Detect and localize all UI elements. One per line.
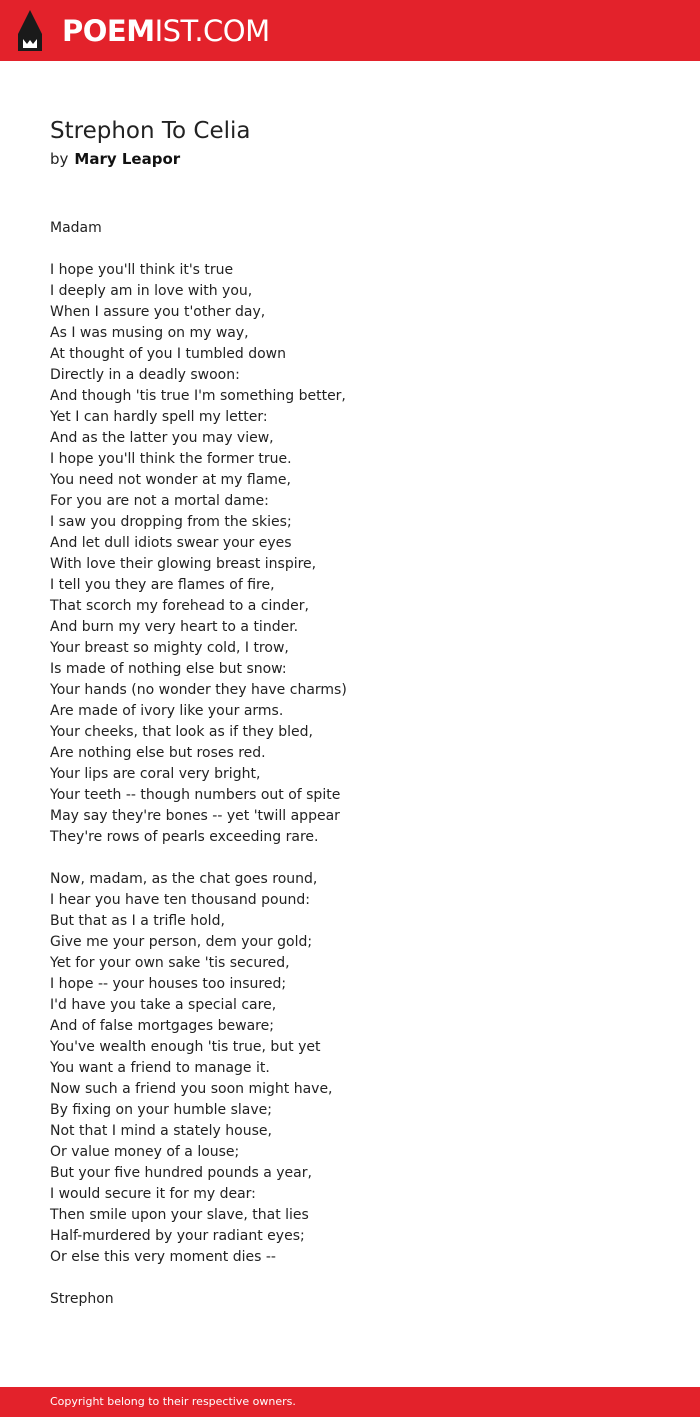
stanza-2 bbox=[50, 869, 650, 1268]
poem-line: Are made of ivory like your arms. bbox=[50, 703, 284, 719]
poem-title: Strephon To Celia bbox=[50, 118, 251, 144]
poem-line: Your cheeks, that look as if they bled, bbox=[50, 724, 313, 740]
poem-line: Not that I mind a stately house, bbox=[50, 1123, 272, 1139]
poem-line: And of false mortgages beware; bbox=[50, 1018, 274, 1034]
poem-line: Then smile upon your slave, that lies bbox=[50, 1207, 309, 1223]
poem-line: I tell you they are flames of fire, bbox=[50, 577, 275, 593]
site-header bbox=[0, 0, 700, 61]
site-footer bbox=[0, 1387, 700, 1417]
poem-line: With love their glowing breast inspire, bbox=[50, 556, 317, 572]
poem-line: You want a friend to manage it. bbox=[50, 1060, 270, 1076]
stanza-break bbox=[50, 1268, 650, 1289]
copyright-text: Copyright belong to their respective owners. bbox=[50, 1395, 296, 1408]
poem-line: I hope you'll think the former true. bbox=[50, 451, 292, 467]
poem-line: I hope you'll think it's true bbox=[50, 262, 234, 278]
poem-line: Yet for your own sake 'tis secured, bbox=[50, 955, 290, 971]
poem-body bbox=[50, 218, 650, 1310]
poem-line: But your five hundred pounds a year, bbox=[50, 1165, 312, 1181]
poem-line: Or else this very moment dies -- bbox=[50, 1249, 276, 1265]
stanza-1 bbox=[50, 260, 650, 848]
poem-line: At thought of you I tumbled down bbox=[50, 346, 286, 362]
logo-bold-part: POEM bbox=[62, 14, 155, 48]
poem-line: You need not wonder at my flame, bbox=[50, 472, 291, 488]
poem-line: Your lips are coral very bright, bbox=[50, 766, 261, 782]
salutation: Madam bbox=[50, 220, 102, 236]
poem-line: And burn my very heart to a tinder. bbox=[50, 619, 299, 635]
poem-line: Your hands (no wonder they have charms) bbox=[50, 682, 347, 698]
pen-nib-icon bbox=[18, 10, 42, 51]
site-logo[interactable] bbox=[62, 12, 270, 50]
poem-line: Or value money of a louse; bbox=[50, 1144, 240, 1160]
poem-line: That scorch my forehead to a cinder, bbox=[50, 598, 309, 614]
poem-line: Now, madam, as the chat goes round, bbox=[50, 871, 318, 887]
poem-line: Half-murdered by your radiant eyes; bbox=[50, 1228, 305, 1244]
by-label: by bbox=[50, 150, 69, 168]
author-name[interactable]: Mary Leapor bbox=[74, 150, 181, 168]
poem-line: And as the latter you may view, bbox=[50, 430, 274, 446]
poem-line: And though 'tis true I'm something better, bbox=[50, 388, 346, 404]
signature: Strephon bbox=[50, 1291, 114, 1307]
poem-line: I hope -- your houses too insured; bbox=[50, 976, 287, 992]
poem-line: Give me your person, dem your gold; bbox=[50, 934, 313, 950]
poem-line: I hear you have ten thousand pound: bbox=[50, 892, 310, 908]
logo-light-part: IST.COM bbox=[154, 14, 270, 48]
byline bbox=[50, 148, 650, 170]
poem-line: Your teeth -- though numbers out of spite bbox=[50, 787, 341, 803]
poem-line: Directly in a deadly swoon: bbox=[50, 367, 240, 383]
poem-line: When I assure you t'other day, bbox=[50, 304, 266, 320]
poem-line: Is made of nothing else but snow: bbox=[50, 661, 287, 677]
stanza-break bbox=[50, 239, 650, 260]
poem-line: You've wealth enough 'tis true, but yet bbox=[50, 1039, 321, 1055]
poem-line: They're rows of pearls exceeding rare. bbox=[50, 829, 319, 845]
poem-line: By fixing on your humble slave; bbox=[50, 1102, 272, 1118]
poem-line: Yet I can hardly spell my letter: bbox=[50, 409, 268, 425]
poem-line: Your breast so mighty cold, I trow, bbox=[50, 640, 289, 656]
poem-line: I deeply am in love with you, bbox=[50, 283, 253, 299]
poem-line: For you are not a mortal dame: bbox=[50, 493, 269, 509]
poem-line: As I was musing on my way, bbox=[50, 325, 249, 341]
poem-line: But that as I a trifle hold, bbox=[50, 913, 225, 929]
poem-line: And let dull idiots swear your eyes bbox=[50, 535, 292, 551]
poem-line: May say they're bones -- yet 'twill appear bbox=[50, 808, 340, 824]
poem-line: Are nothing else but roses red. bbox=[50, 745, 266, 761]
poem-line: I saw you dropping from the skies; bbox=[50, 514, 292, 530]
stanza-break bbox=[50, 848, 650, 869]
poem-line: I'd have you take a special care, bbox=[50, 997, 277, 1013]
poem-line: Now such a friend you soon might have, bbox=[50, 1081, 333, 1097]
poem-line: I would secure it for my dear: bbox=[50, 1186, 256, 1202]
poem-content bbox=[50, 116, 650, 1310]
